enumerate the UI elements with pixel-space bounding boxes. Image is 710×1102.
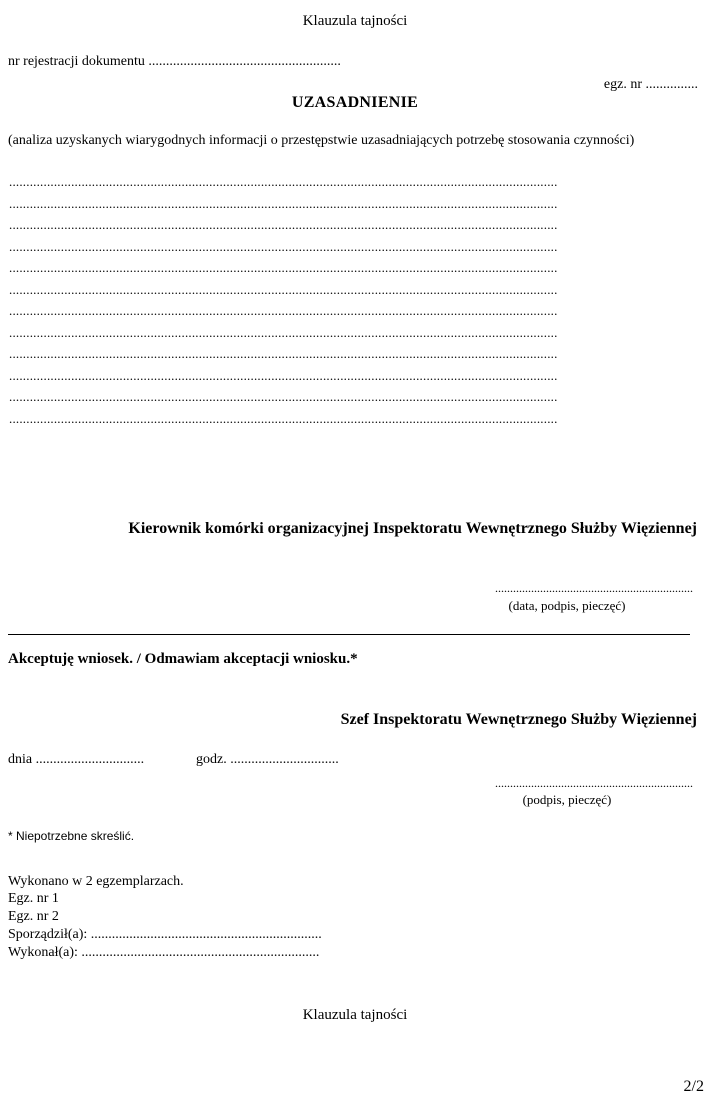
unit-head-title: Kierownik komórki organizacyjnej Inspektoratu Wewnętrznego Służby Więziennej [128,520,697,537]
footnote: * Niepotrzebne skreślić. [8,829,135,843]
dotted-line: ............................................................................................................................................................... [9,303,558,318]
dotted-line: ............................................................................................................................................................... [9,410,558,426]
executed-by-field: Wykonał(a): .................................................................... [8,945,320,960]
dotted-line: ............................................................................................................................................................... [9,324,558,340]
document-subtitle: (analiza uzyskanych wiarygodnych informacji o przestępstwie uzasadniających potrzebę stosowania czynności) [8,133,635,148]
dotted-line: ............................................................................................................................................................... [9,346,558,361]
registration-number-field: nr rejestracji dokumentu ....................................................... [8,54,341,69]
chief-signature-caption: (podpis, pieczęć) [522,792,612,807]
decision-statement: Akceptuję wniosek. / Odmawiam akceptacji wniosku.* [8,651,358,667]
copy-number-field: egz. nr ............... [603,77,698,92]
date-field: dnia ............................... [8,752,145,767]
header-security-clause: Klauzula tajności [302,13,408,29]
chief-signature-line: .................................................................. [495,776,693,790]
time-field: godz. ............................... [196,752,339,767]
unit-head-signature-caption: (data, podpis, pieczęć) [508,598,626,613]
dotted-line: ............................................................................................................................................................... [9,195,558,211]
page-number: 2/2 [683,1078,704,1095]
dotted-line: ............................................................................................................................................................... [9,174,558,189]
dotted-line: ............................................................................................................................................................... [9,260,558,275]
dotted-line: ............................................................................................................................................................... [9,217,558,232]
dotted-line: ............................................................................................................................................................... [9,238,558,254]
copy-1-label: Egz. nr 1 [8,891,59,906]
section-divider [8,634,690,635]
dotted-line: ............................................................................................................................................................... [9,389,558,404]
prepared-by-field: Sporządził(a): .................................................................. [8,927,322,942]
dotted-line: ............................................................................................................................................................... [9,281,558,297]
dotted-line: ............................................................................................................................................................... [9,367,558,383]
copies-made-note: Wykonano w 2 egzemplarzach. [8,874,184,889]
chief-title: Szef Inspektoratu Wewnętrznego Służby Więziennej [340,711,697,728]
document-title: UZASADNIENIE [291,94,419,111]
copy-2-label: Egz. nr 2 [8,909,59,924]
unit-head-signature-line: .................................................................. [495,581,693,595]
footer-security-clause: Klauzula tajności [302,1007,408,1023]
